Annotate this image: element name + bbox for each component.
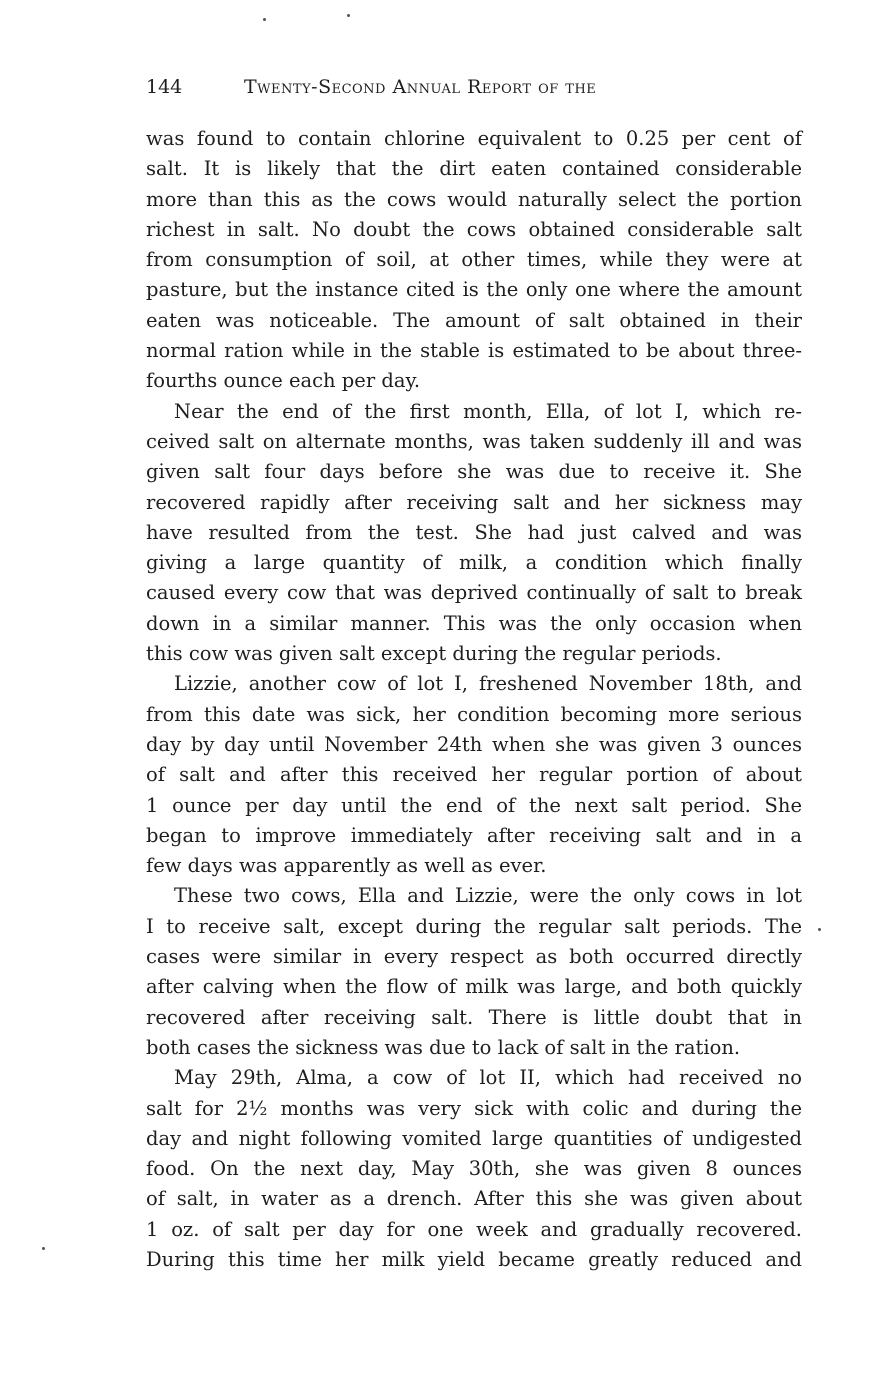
text-line: Lizzie, another cow of lot I, freshened November 18th, and	[174, 672, 802, 696]
text-line: I to receive salt, except during the regular salt periods. The	[146, 914, 802, 938]
text-line: was found to contain chlorine equivalent to 0.25 per cent of	[146, 127, 802, 150]
paragraph	[146, 1063, 802, 1275]
text-line: food. On the next day, May 30th, she was given 8 ounces	[146, 1157, 802, 1181]
text-line: 1 oz. of salt per day for one week and gradually recovered.	[146, 1217, 802, 1241]
text-line: During this time her milk yield became greatly reduced and	[146, 1247, 802, 1271]
running-head: Twenty-Second Annual Report of the	[244, 76, 597, 98]
text-line: recovered after receiving salt. There is little doubt that in	[146, 1005, 802, 1029]
text-line: began to improve immediately after receiving salt and in a	[146, 823, 802, 847]
body-text	[146, 124, 802, 1275]
text-line: both cases the sickness was due to lack of salt in the ration.	[146, 1035, 741, 1059]
text-line: of salt, in water as a drench. After this she was given about	[146, 1187, 802, 1211]
text-line: few days was apparently as well as ever.	[146, 854, 547, 878]
text-line: richest in salt. No doubt the cows obtained considerable salt	[146, 217, 802, 241]
text-line: from this date was sick, her condition becoming more serious	[146, 702, 802, 726]
text-line: Near the end of the first month, Ella, of lot I, which re-	[174, 399, 802, 423]
text-line: of salt and after this received her regular portion of about	[146, 763, 802, 787]
text-line: more than this as the cows would naturally select the portion	[146, 187, 802, 211]
page-header	[146, 76, 756, 104]
paragraph	[146, 669, 802, 881]
text-line: day and night following vomited large quantities of undigested	[146, 1126, 802, 1150]
paragraph	[146, 881, 802, 1063]
text-line: have resulted from the test. She had just calved and was	[146, 520, 802, 544]
text-line: ceived salt on alternate months, was taken suddenly ill and was	[146, 429, 802, 453]
text-line: normal ration while in the stable is estimated to be about three-	[146, 339, 802, 363]
text-line: day by day until November 24th when she was given 3 ounces	[146, 732, 802, 756]
paragraph	[146, 397, 802, 670]
scan-speck	[347, 14, 350, 17]
text-line: down in a similar manner. This was the only occasion when	[146, 611, 802, 635]
text-line: cases were similar in every respect as both occurred directly	[146, 945, 802, 969]
text-line: given salt four days before she was due to receive it. She	[146, 460, 802, 484]
scan-speck	[42, 1247, 45, 1250]
text-line: eaten was noticeable. The amount of salt obtained in their	[146, 308, 802, 332]
scan-speck	[263, 18, 266, 21]
text-line: recovered rapidly after receiving salt and her sickness may	[146, 490, 802, 514]
text-line: fourths ounce each per day.	[146, 369, 421, 393]
text-line: this cow was given salt except during the regular periods.	[146, 642, 722, 666]
text-line: from consumption of soil, at other times, while they were at	[146, 248, 802, 272]
text-line: giving a large quantity of milk, a condition which finally	[146, 551, 802, 575]
text-line: after calving when the flow of milk was large, and both quickly	[146, 975, 802, 999]
text-line: salt for 2½ months was very sick with colic and during the	[146, 1096, 802, 1120]
scan-speck	[818, 928, 821, 931]
paragraph	[146, 124, 802, 397]
text-line: May 29th, Alma, a cow of lot II, which had received no	[174, 1066, 802, 1090]
text-line: salt. It is likely that the dirt eaten contained considerable	[146, 157, 802, 181]
text-line: 1 ounce per day until the end of the next salt period. She	[146, 793, 802, 817]
text-line: These two cows, Ella and Lizzie, were the only cows in lot	[174, 884, 802, 908]
text-line: caused every cow that was deprived continually of salt to break	[146, 581, 802, 605]
page-number: 144	[146, 76, 183, 98]
text-line: pasture, but the instance cited is the only one where the amount	[146, 278, 802, 302]
